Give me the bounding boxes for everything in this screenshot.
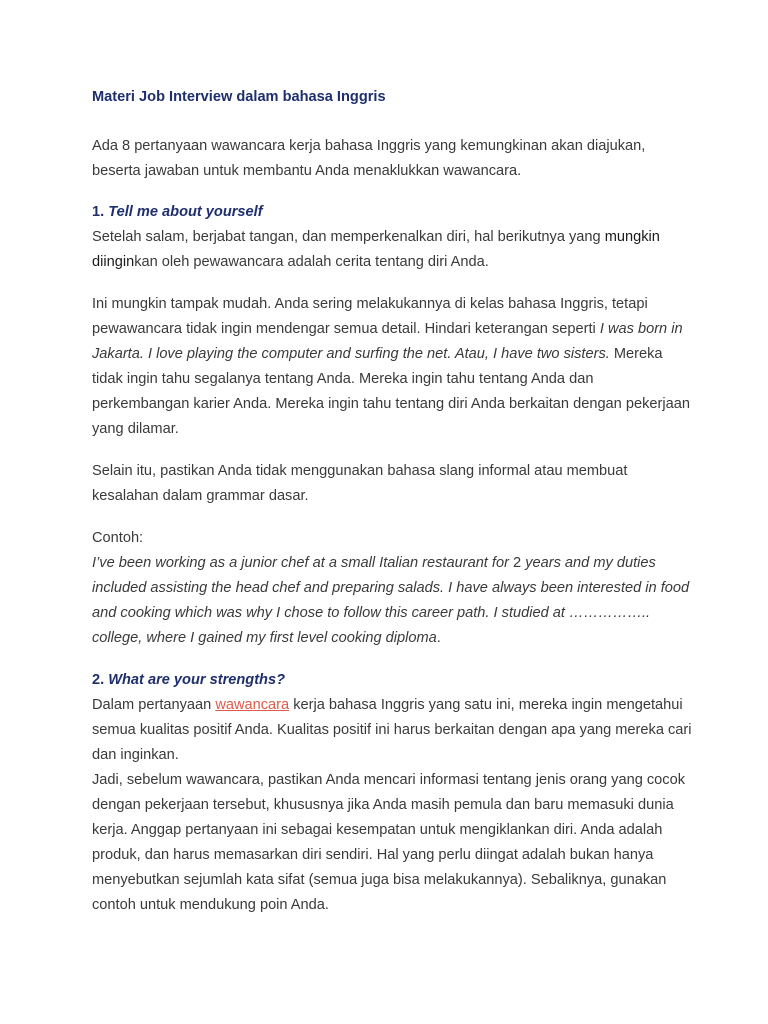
section-1-paragraph-1 [92,225,692,275]
section-1-heading [92,201,692,223]
section-1-p2-text-b: Mereka tidak ingin tahu segalanya tentang Anda. Mereka ingin tahu tentang Anda dan perkembangan karier Anda. Mereka ingin tahu tentang diri Anda berkaitan dengan pekerjaan yang dilamar. [92,346,690,437]
section-1-p1-dark-text: mungkin diingin [92,229,660,270]
section-1-p2-text-a: Ini mungkin tampak mudah. Anda sering melakukannya di kelas bahasa Inggris, tetapi pewawancara tidak ingin mendengar semua detail. Hindari keterangan seperti [92,296,648,337]
wawancara-link[interactable]: wawancara [215,697,290,713]
intro-paragraph: Ada 8 pertanyaan wawancara kerja bahasa Inggris yang kemungkinan akan diajukan, beserta jawaban untuk membantu Anda menaklukkan wawancara. [92,138,646,179]
section-1-paragraph-2 [92,292,692,442]
section-1-p1-text-a: Setelah salam, berjabat tangan, dan memperkenalkan diri, hal berikutnya yang [92,229,605,245]
section-1 [92,201,692,651]
section-2-p1-text-b: kerja bahasa Inggris yang satu ini, mereka ingin mengetahui semua kualitas positif Anda. Kualitas positif ini harus berkaitan dengan apa yang mereka cari dan inginkan. [92,697,692,763]
example-answer-text-a: I’ve been working as a junior chef at a small Italian restaurant for [92,555,514,571]
example-answer-end: . [436,630,441,646]
section-2-paragraph-2: Jadi, sebelum wawancara, pastikan Anda mencari informasi tentang jenis orang yang cocok dengan pekerjaan tersebut, khususnya jika Anda masih pemula dan baru memasuki dunia kerja. Anggap pertanyaan ini sebagai kesempatan untuk mengiklankan diri. Anda adalah produk, dan harus memasarkan diri sendiri. Hal yang perlu diingat adalah bukan hanya menyebutkan sejumlah kata sifat (semua juga bisa melakukannya). Sebaliknya, gunakan contoh untuk mendukung poin Anda. [92,772,685,913]
section-1-p2-italic-example: I was born in Jakarta. I love playing the computer and surfing the net. Atau, I have two sisters. [92,321,683,362]
example-answer-text-b: years and my duties included assisting the head chef and preparing salads. I have always been interested in food and cooking which was why I chose to follow this career path. I studied at …………….. college, where I gained my first level cooking diploma [92,555,690,646]
section-1-p1-text-b: kan oleh pewawancara adalah cerita tentang diri Anda. [134,254,489,270]
example-answer [92,551,692,651]
example-label: Contoh: [92,530,144,546]
section-2-heading [92,669,692,691]
section-1-number: 1. [92,204,105,220]
section-1-question: Tell me about yourself [108,204,263,220]
section-2-p1-text-a: Dalam pertanyaan [92,697,216,713]
section-2-question: What are your strengths? [108,672,286,688]
section-2-paragraph-1 [92,693,692,768]
example-answer-number: 2 [513,555,522,571]
section-2-number: 2. [92,672,105,688]
document-page [92,86,692,918]
section-1-paragraph-3: Selain itu, pastikan Anda tidak menggunakan bahasa slang informal atau membuat kesalahan dalam grammar dasar. [92,463,628,504]
document-title: Materi Job Interview dalam bahasa Inggris [92,89,386,105]
section-2 [92,669,692,918]
